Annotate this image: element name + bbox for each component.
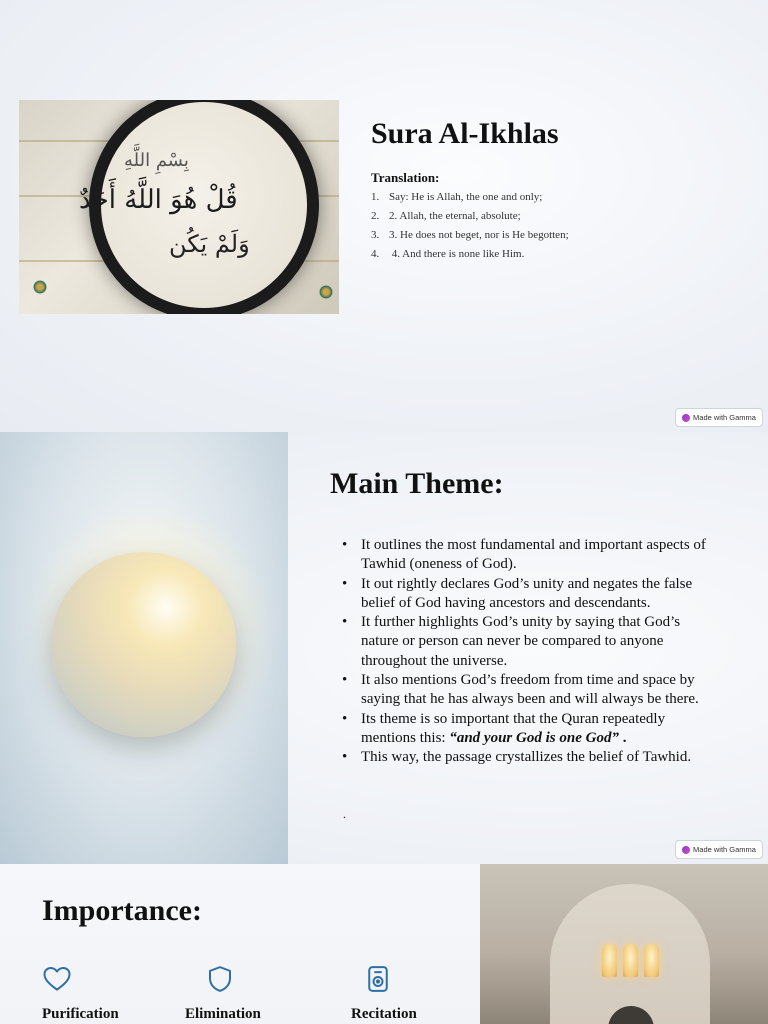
made-with-gamma-button[interactable]: Made with Gamma [675, 840, 763, 859]
shield-icon [205, 964, 235, 994]
trailing-period: . [343, 807, 346, 821]
gamma-logo-icon [682, 414, 690, 422]
importance-item-recitation [351, 964, 461, 1023]
gamma-logo-icon [682, 846, 690, 854]
slide-main-theme [0, 432, 768, 864]
page-title: Sura Al-Ikhlas [371, 117, 559, 150]
importance-heading: Importance: [42, 894, 202, 927]
list-item: • Its theme is so important that the Quran repeatedly mentions this: “and your God is one God” . [342, 710, 720, 749]
quran-magnifier-image [19, 100, 339, 314]
mosque-interior-image [480, 864, 768, 1024]
list-item: • It also mentions God’s freedom from time and space by saying that he has always been and will always be there. [342, 671, 720, 710]
list-item: • It further highlights God’s unity by saying that God’s nature or person can never be compared to anyone throughout the universe. [342, 613, 720, 671]
verse-list [371, 190, 569, 266]
arabic-text-basmala: بِسْمِ اللَّهِ [124, 150, 189, 171]
translation-heading: Translation: [371, 170, 440, 185]
importance-label: Recitation [351, 1006, 417, 1022]
list-item: 2. 2. Allah, the eternal, absolute; [371, 210, 521, 222]
importance-item-elimination [185, 964, 295, 1023]
importance-label: Elimination [185, 1006, 261, 1022]
slide-sura-al-ikhlas [0, 0, 768, 432]
heart-icon [42, 964, 72, 994]
importance-item-purification [42, 964, 152, 1023]
list-item: • This way, the passage crystallizes the belief of Tawhid. [342, 748, 720, 767]
importance-label: Purification [42, 1006, 119, 1022]
list-item: • It out rightly declares God’s unity and negates the false belief of God having ancestors and descendants. [342, 575, 720, 614]
speaker-icon [363, 964, 393, 994]
made-with-gamma-button[interactable]: Made with Gamma [675, 408, 763, 427]
list-item: 4. 4. And there is none like Him. [371, 248, 525, 260]
glowing-sphere-image [0, 432, 288, 864]
sphere [51, 552, 236, 737]
theme-bullet-list [342, 536, 720, 768]
arabic-text-secondary: وَلَمْ يَكُن [169, 230, 250, 258]
quran-quote: “and your God is one God” [449, 729, 619, 746]
arabic-text-main: قُلْ هُوَ اللَّهُ أَحَدٌ [79, 185, 238, 215]
slide-importance [0, 864, 768, 1024]
list-item: 3. 3. He does not beget, nor is He begotten; [371, 229, 569, 241]
list-item: 1. Say: He is Allah, the one and only; [371, 191, 543, 203]
main-theme-heading: Main Theme: [330, 467, 504, 500]
list-item: • It outlines the most fundamental and important aspects of Tawhid (oneness of God). [342, 536, 720, 575]
